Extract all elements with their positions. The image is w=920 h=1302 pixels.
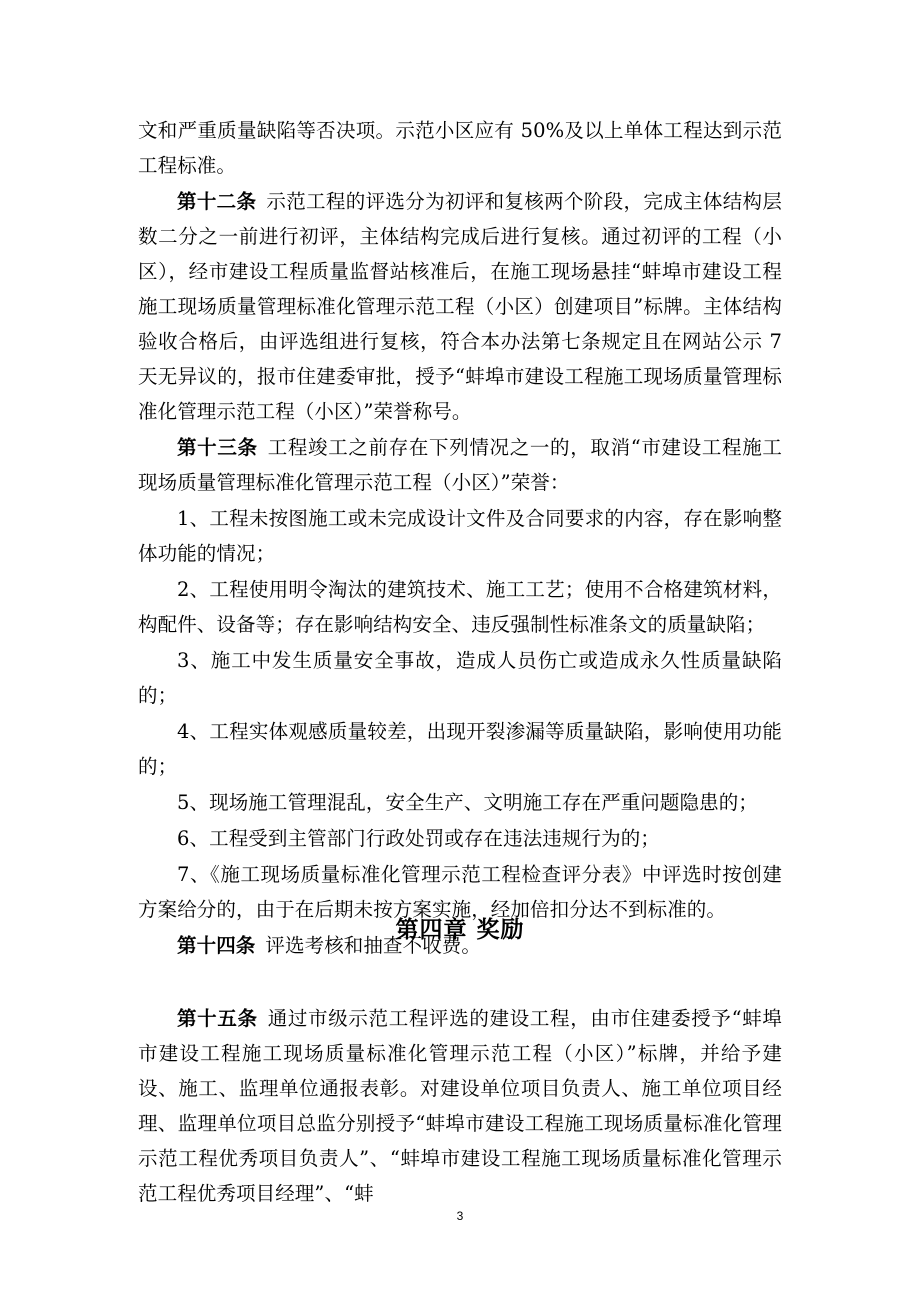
list-item-7: 7、《施工现场质量标准化管理示范工程检查评分表》中评选时按创建方案给分的，由于在后期未按方案实施，经加倍扣分达不到标准的。: [138, 863, 782, 921]
list-item-5: 5、现场施工管理混乱，安全生产、文明施工存在严重问题隐患的；: [177, 791, 758, 814]
list-item-2: 2、工程使用明令淘汰的建筑技术、施工工艺；使用不合格建筑材料，构配件、设备等；存在影响结构安全、违反强制性标准条文的质量缺陷；: [138, 578, 782, 636]
document-body-continued: [138, 1001, 782, 1212]
article-14-text: 评选考核和抽查不收费。: [265, 934, 482, 957]
article-13-text: 工程竣工之前存在下列情况之一的，取消“市建设工程施工现场质量管理标准化管理示范工程（小区）”荣誉：: [138, 436, 782, 494]
article-14-label: 第十四条: [177, 934, 256, 957]
list-item-4: 4、工程实体观感质量较差，出现开裂渗漏等质量缺陷，影响使用功能的；: [138, 720, 782, 778]
article-13-label: 第十三条: [177, 436, 258, 459]
article-15-label: 第十五条: [177, 1007, 258, 1030]
continued-paragraph: 文和严重质量缺陷等否决项。示范小区应有 50%及以上单体工程达到示范工程标准。: [138, 119, 782, 177]
article-13: [138, 430, 782, 500]
list-item-6: 6、工程受到主管部门行政处罚或存在违法违规行为的；: [177, 827, 660, 850]
page-number: 3: [456, 1209, 464, 1223]
list-item-3: 3、施工中发生质量安全事故，造成人员伤亡或造成永久性质量缺陷的；: [138, 649, 782, 707]
article-12-label: 第十二条: [177, 190, 257, 213]
article-12-text: 示范工程的评选分为初评和复核两个阶段，完成主体结构层数二分之一前进行初评，主体结构完成后进行复核。通过初评的工程（小区），经市建设工程质量监督站核准后，在施工现场悬挂“蚌埠市建设工程施工现场质量管理标准化管理示范工程（小区）创建项目”标牌。主体结构验收合格后，由评选组进行复核，符合本办法第七条规定且在网站公示 7 天无异议的，报市住建委审批，授予“蚌埠市建设工程施工现场质量管理标准化管理示范工程（小区）”荣誉称号。: [138, 190, 782, 423]
article-15: [138, 1001, 782, 1211]
document-body: [138, 113, 782, 964]
chapter-heading: 第四章 奖励: [395, 917, 525, 943]
article-12: [138, 184, 782, 429]
list-item-1: 1、工程未按图施工或未完成设计文件及合同要求的内容，存在影响整体功能的情况；: [138, 507, 782, 565]
article-15-text: 通过市级示范工程评选的建设工程，由市住建委授予“蚌埠市建设工程施工现场质量标准化管理示范工程（小区）”标牌，并给予建设、施工、监理单位通报表彰。对建设单位项目负责人、施工单位项目经理、监理单位项目总监分别授予“蚌埠市建设工程施工现场质量标准化管理示范工程优秀项目负责人”、“蚌埠市建设工程施工现场质量标准化管理示范工程优秀项目经理”、“蚌: [138, 1007, 782, 1205]
